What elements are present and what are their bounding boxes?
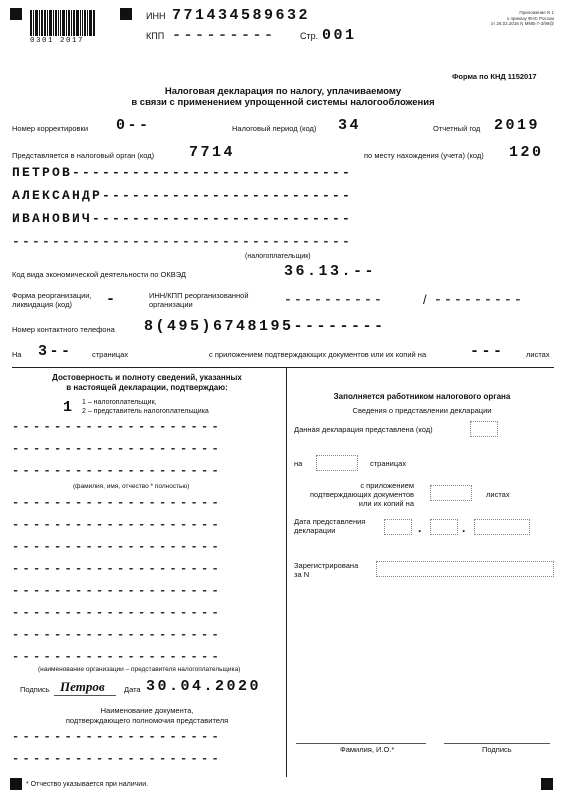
barcode-number: 0301 2017 — [30, 37, 85, 45]
form-code: Форма по КНД 1152017 — [452, 72, 537, 81]
reorg-inn-kpp-label-line-2: организации — [149, 300, 193, 309]
confirm-heading — [12, 373, 282, 393]
sign-label: Подпись — [20, 685, 50, 694]
org-line-6: -------------------- — [12, 606, 223, 620]
office-attach-box — [430, 485, 472, 501]
fio-caption: (фамилия, имя, отчество * полностью) — [73, 483, 190, 490]
doc-heading — [12, 706, 282, 726]
page-value: 001 — [322, 27, 357, 44]
office-fio-label: Фамилия, И.О.* — [340, 745, 395, 754]
office-sign-label: Подпись — [482, 745, 512, 754]
office-pages-on-label: на — [294, 459, 303, 468]
org-line-7: -------------------- — [12, 628, 223, 642]
corner-mark-bottom-right — [541, 778, 553, 790]
reorg-kpp-value: --------- — [434, 292, 525, 307]
taxpayer-line-1: ПЕТРОВ---------------------------- — [12, 165, 353, 180]
registered-label-line-2: за N — [294, 570, 310, 579]
attach-label: с приложением подтверждающих документов или их копий на — [209, 350, 427, 359]
signer-code-value: 1 — [63, 399, 75, 416]
reorg-inn-value: ---------- — [284, 292, 385, 307]
period-label: Налоговый период (код) — [232, 124, 317, 133]
phone-value: 8(495)6748195-------- — [144, 318, 386, 335]
corner-mark-bottom-left — [10, 778, 22, 790]
phone-label: Номер контактного телефона — [12, 325, 115, 334]
doc-heading-line-2: подтверждающего полномочия представителя — [65, 716, 229, 725]
org-line-8: -------------------- — [12, 650, 223, 664]
footnote: * Отчество указывается при наличии. — [26, 781, 149, 788]
reorg-inn-kpp-label — [149, 291, 249, 309]
taxpayer-line-3: ИВАНОВИЧ-------------------------- — [12, 211, 353, 226]
signature-underline — [54, 695, 116, 696]
office-pages-box — [316, 455, 358, 471]
reorg-form-label — [12, 291, 92, 309]
submitted-code-box — [470, 421, 498, 437]
kpp-value: --------- — [172, 27, 276, 44]
office-date-year-box — [474, 519, 530, 535]
appendix-note — [470, 10, 554, 27]
attach-value: --- — [470, 343, 505, 360]
fio-sign-line — [296, 743, 426, 744]
page-label: Стр. — [300, 31, 319, 41]
reorg-separator: / — [423, 292, 427, 307]
taxpayer-line-2: АЛЕКСАНДР------------------------- — [12, 188, 353, 203]
appendix-line-3: от 26.02.2016 N ММВ-7-3/99@ — [490, 21, 554, 26]
office-date-day-box — [384, 519, 412, 535]
taxpayer-caption: (налогоплательщик) — [245, 253, 311, 260]
office-attach-label — [294, 481, 414, 508]
column-divider — [286, 367, 287, 777]
confirm-heading-line-1: Достоверность и полноту сведений, указанных — [52, 373, 242, 382]
org-line-3: -------------------- — [12, 540, 223, 554]
kpp-label: КПП — [146, 31, 165, 41]
org-line-1: -------------------- — [12, 496, 223, 510]
doc-heading-line-1: Наименование документа, — [100, 706, 194, 715]
correction-value: 0-- — [116, 117, 151, 134]
office-heading: Заполняется работником налогового органа — [333, 392, 511, 401]
location-value: 120 — [509, 144, 544, 161]
date-label: Дата — [124, 685, 141, 694]
office-attach-line-1: с приложением — [360, 481, 414, 490]
inn-value: 771434589632 — [172, 7, 311, 24]
office-date-label-line-2: декларации — [294, 526, 336, 535]
sheets-label: листах — [526, 350, 550, 359]
appendix-line-1: Приложение N 1 — [519, 10, 554, 15]
office-date-dot-2: . — [462, 521, 466, 535]
authority-value: 7714 — [189, 144, 236, 161]
office-attach-line-3: или их копий на — [358, 499, 414, 508]
reorg-form-label-line-2: ликвидация (код) — [12, 300, 72, 309]
barcode — [30, 10, 102, 36]
signature-value: Петров — [60, 679, 105, 694]
taxpayer-line-4: ---------------------------------- — [12, 234, 353, 249]
section-divider — [12, 367, 554, 368]
correction-label: Номер корректировки — [12, 124, 89, 133]
authority-label: Представляется в налоговый орган (код) — [12, 151, 155, 160]
submitted-code-label: Данная декларация представлена (код) — [294, 425, 433, 434]
fio-line-3: -------------------- — [12, 464, 223, 478]
office-sign-line — [444, 743, 550, 744]
date-value: 30.04.2020 — [146, 678, 262, 695]
corner-mark-top-left — [10, 8, 22, 20]
document-title — [80, 86, 486, 108]
office-sheets-label: листах — [486, 490, 510, 499]
doc-line-1: -------------------- — [12, 730, 223, 744]
corner-mark-top-center — [120, 8, 132, 20]
office-pages-label: страницах — [370, 459, 407, 468]
signer-option-1: 1 – налогоплательщик, — [82, 399, 157, 406]
location-label: по месту нахождения (учета) (код) — [364, 151, 484, 160]
office-subheading: Сведения о представлении декларации — [352, 406, 492, 415]
okved-value: 36.13.-- — [284, 263, 377, 280]
year-label: Отчетный год — [433, 124, 481, 133]
fio-line-1: -------------------- — [12, 420, 223, 434]
period-value: 34 — [338, 117, 362, 134]
office-date-dot-1: . — [418, 521, 422, 535]
doc-line-2: -------------------- — [12, 752, 223, 766]
office-date-label-line-1: Дата представления — [294, 517, 366, 526]
signer-options — [82, 398, 209, 416]
registered-label-line-1: Зарегистрирована — [294, 561, 359, 570]
org-line-5: -------------------- — [12, 584, 223, 598]
office-attach-line-2: подтверждающих документов — [309, 490, 414, 499]
org-line-4: -------------------- — [12, 562, 223, 576]
fio-line-2: -------------------- — [12, 442, 223, 456]
inn-label: ИНН — [146, 11, 166, 21]
okved-label: Код вида экономической деятельности по ОКВЭД — [12, 270, 186, 279]
appendix-line-2: к приказу ФНС России — [507, 15, 554, 21]
title-line-1: Налоговая декларация по налогу, уплачиваемому — [164, 86, 402, 97]
title-line-2: в связи с применением упрощенной системы налогообложения — [131, 97, 435, 108]
reorg-form-label-line-1: Форма реорганизации, — [12, 291, 92, 300]
reorg-inn-kpp-label-line-1: ИНН/КПП реорганизованной — [149, 291, 249, 300]
org-caption: (наименование организации – представителя налогоплательщика) — [38, 666, 241, 673]
office-date-month-box — [430, 519, 458, 535]
signer-option-2: 2 – представитель налогоплательщика — [82, 408, 209, 415]
confirm-heading-line-2: в настоящей декларации, подтверждаю: — [66, 383, 228, 392]
pages-label: страницах — [92, 350, 129, 359]
office-date-label — [294, 517, 365, 535]
year-value: 2019 — [494, 117, 541, 134]
pages-value: 3-- — [38, 343, 73, 360]
registered-number-box — [376, 561, 554, 577]
org-line-2: -------------------- — [12, 518, 223, 532]
registered-label — [294, 561, 358, 579]
reorg-form-value: - — [106, 291, 118, 308]
pages-on-label: На — [12, 350, 22, 359]
